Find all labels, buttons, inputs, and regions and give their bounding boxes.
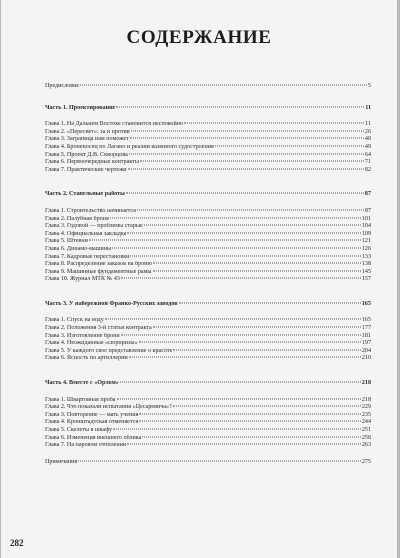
toc-entry-notes [45, 459, 371, 467]
toc-chapter-page: 121 [361, 238, 371, 245]
toc-chapter-page: 210 [361, 355, 371, 362]
toc-part-page: 165 [361, 300, 371, 307]
toc-chapter-label: Глава 1. Спуск на воду [45, 317, 104, 324]
toc-chapter-page: 177 [361, 325, 371, 332]
toc-chapter-label: Глава 5. Скелеты в шкафу [45, 427, 113, 433]
toc-chapter-entry [45, 348, 371, 356]
dot-leader [173, 406, 361, 407]
dot-leader [128, 168, 364, 169]
dot-leader [80, 85, 367, 86]
dot-leader [215, 145, 364, 146]
toc-chapter-entry [45, 136, 371, 144]
toc-chapter-label: Глава 4. Неожиданные «сюрпризы» [45, 340, 138, 347]
toc-chapter-entry [45, 246, 371, 254]
toc-chapter-page: 165 [361, 317, 371, 324]
toc-chapter-label: Глава 4. Кронштадтская отменяется [45, 419, 139, 426]
toc-chapter-entry [45, 167, 371, 175]
toc-chapter-entry [45, 159, 371, 167]
toc-chapter-page: 197 [361, 340, 371, 347]
toc-chapter-page: 82 [364, 166, 371, 173]
dot-leader [127, 444, 361, 445]
toc-part-heading [45, 301, 371, 309]
toc-chapter-entry [45, 412, 371, 420]
toc-chapter-page: 263 [361, 442, 371, 449]
toc-chapter-label: Глава 1. Строительство начинается [45, 207, 136, 214]
toc-entry-label: Предисловие [45, 83, 80, 89]
toc-part-heading [45, 191, 371, 199]
toc-chapter-page: 235 [361, 411, 371, 418]
toc-part-page: 87 [364, 191, 371, 198]
toc-chapter-entry [45, 254, 371, 262]
dot-leader [113, 429, 361, 430]
toc-chapter-entry [45, 404, 371, 412]
dot-leader [120, 382, 361, 383]
dot-leader [173, 349, 361, 350]
toc-chapter-entry [45, 144, 371, 152]
toc-chapter-page: 138 [361, 261, 371, 268]
toc-chapter-label: Глава 3. Изготовление брони [45, 332, 120, 339]
toc-chapter-label: Глава 10. Журнал МТК № 43 [45, 276, 120, 283]
toc-chapter-label: Глава 3. Заграница нам поможет [45, 136, 129, 143]
toc-chapter-label: Глава 4. Официальная закладка [45, 230, 127, 237]
toc-chapter-page: 229 [361, 404, 371, 411]
toc-chapter-label: Глава 2. Положения 3-й статьи контракта [45, 325, 152, 332]
toc-chapter-label: Глава 8. Распределение заказов на броню [45, 261, 152, 268]
toc-part-heading [45, 380, 371, 388]
dot-leader [105, 319, 361, 320]
dot-leader [121, 278, 361, 279]
toc-chapter-entry [45, 333, 371, 341]
dot-leader [126, 193, 364, 194]
dot-leader [144, 225, 361, 226]
toc-chapter-page: 26 [364, 128, 371, 135]
toc-chapter-entry [45, 355, 371, 363]
toc-chapter-page: 181 [361, 332, 371, 339]
toc-chapter-label: Глава 6. Первоочередные контракты [45, 159, 140, 166]
toc-part-label: Часть 1. Проектирование [45, 104, 116, 111]
toc-chapter-entry [45, 427, 371, 435]
toc-chapter-page: 40 [364, 136, 371, 143]
toc-chapter-label: Глава 6. Изменения внешнего облика [45, 434, 142, 441]
toc-chapter-page: 104 [361, 223, 371, 230]
toc-chapter-label: Глава 5. У каждого свое представление о красоте [45, 347, 173, 354]
toc-chapter-label: Глава 2. Палубная броня [45, 215, 109, 222]
dot-leader [131, 130, 364, 131]
toc-chapter-entry [45, 129, 371, 137]
toc-chapter-page: 109 [361, 230, 371, 237]
dot-leader [78, 460, 361, 461]
toc-chapter-entry [45, 261, 371, 269]
toc-chapter-page: 244 [361, 419, 371, 426]
toc-chapter-label: Глава 5. Штевни [45, 238, 88, 245]
toc-chapter-page: 11 [365, 121, 371, 128]
toc-chapter-entry [45, 325, 371, 333]
toc-chapter-page: 87 [364, 207, 371, 214]
toc-chapter-page: 218 [361, 396, 371, 403]
toc-chapter-label: Глава 4. Броненосец по Лагано и реалии казенного судостроения [45, 143, 214, 150]
dot-leader [140, 161, 364, 162]
toc-chapter-label: Глава 6. Динамо-машины [45, 245, 112, 252]
toc-chapter-entry [45, 216, 371, 224]
toc-chapter-entry [45, 442, 371, 450]
dot-leader [112, 247, 361, 248]
toc-chapter-entry [45, 435, 371, 443]
toc-part-heading [45, 105, 371, 113]
toc-chapter-page: 258 [361, 434, 371, 441]
toc-chapter-label: Глава 2. Что показали испытания «Цесаревича»? [45, 404, 172, 411]
toc-entry-page: 5 [367, 83, 371, 89]
toc-chapter-page: 251 [361, 427, 371, 433]
dot-leader [139, 421, 361, 422]
toc-chapter-label: Глава 7. Кадровые перестановки [45, 253, 130, 260]
toc-chapter-entry [45, 238, 371, 246]
toc-entry-preface [45, 83, 371, 91]
page-number: 282 [10, 538, 24, 548]
dot-leader [130, 255, 360, 256]
toc-chapter-entry [45, 223, 371, 231]
dot-leader [130, 138, 364, 139]
dot-leader [153, 270, 361, 271]
toc-part-label: Часть 4. Вместе с «Орлом» [45, 380, 119, 387]
dot-leader [129, 357, 361, 358]
toc-chapter-label: Глава 3. Годовой — проблемы старые [45, 223, 143, 230]
dot-leader [153, 327, 361, 328]
toc-chapter-entry [45, 276, 371, 284]
toc-chapter-label: Глава 1. На Дальнем Востоке становится неспокойно [45, 121, 184, 128]
dot-leader [142, 436, 361, 437]
dot-leader [117, 398, 361, 399]
toc-part-page: 218 [361, 380, 371, 387]
toc-chapter-entry [45, 317, 371, 325]
toc-chapter-label: Глава 1. Швартовная проба [45, 396, 116, 403]
toc-chapter-page: 101 [361, 215, 371, 222]
toc-part-label: Часть 3. У набережной Франко-Русских заводов [45, 300, 178, 307]
dot-leader [139, 413, 361, 414]
toc-chapter-entry [45, 397, 371, 405]
toc-chapter-entry [45, 340, 371, 348]
toc-chapter-entry [45, 419, 371, 427]
toc-chapter-entry [45, 121, 371, 129]
toc-chapter-page: 145 [361, 268, 371, 275]
toc-chapter-entry [45, 231, 371, 239]
dot-leader [137, 209, 364, 210]
toc-chapter-entry [45, 269, 371, 277]
toc-chapter-page: 126 [361, 245, 371, 252]
toc-part-label: Часть 2. Стапельные работы [45, 191, 125, 198]
toc-chapter-label: Глава 9. Машинные фундаментные рамы [45, 268, 152, 275]
toc-entry-page: 275 [361, 458, 371, 465]
dot-leader [129, 153, 364, 154]
toc-chapter-label: Глава 6. Ясность по артиллерии [45, 355, 128, 362]
book-page [1, 0, 397, 558]
toc-chapter-label: Глава 2. «Пересвет»: за и против [45, 128, 130, 135]
dot-leader [110, 217, 361, 218]
toc-part-page: 11 [365, 104, 371, 111]
toc-chapter-label: Глава 3. Повторение — мать учения [45, 411, 139, 418]
toc-chapter-page: 157 [361, 276, 371, 283]
toc-entry-label: Примечания [45, 458, 78, 465]
toc-chapter-entry [45, 152, 371, 160]
toc-chapter-entry [45, 208, 371, 216]
toc-chapter-page: 49 [364, 143, 371, 150]
dot-leader [127, 232, 360, 233]
dot-leader [184, 123, 364, 124]
toc-chapter-page: 204 [361, 347, 371, 354]
dot-leader [121, 334, 361, 335]
toc-chapter-page: 64 [364, 151, 371, 158]
toc-chapter-label: Глава 7. На паровом отоплении [45, 442, 127, 449]
dot-leader [89, 240, 361, 241]
toc-chapter-label: Глава 7. Практические чертежи [45, 166, 127, 173]
table-of-contents [45, 83, 371, 466]
dot-leader [116, 106, 364, 107]
toc-chapter-label: Глава 5. Проект Д.В. Скворцова [45, 151, 128, 158]
page-title: СОДЕРЖАНИЕ [126, 27, 272, 48]
dot-leader [139, 342, 361, 343]
dot-leader [153, 263, 361, 264]
toc-chapter-page: 133 [361, 253, 371, 260]
dot-leader [179, 302, 361, 303]
toc-chapter-page: 71 [364, 159, 371, 166]
